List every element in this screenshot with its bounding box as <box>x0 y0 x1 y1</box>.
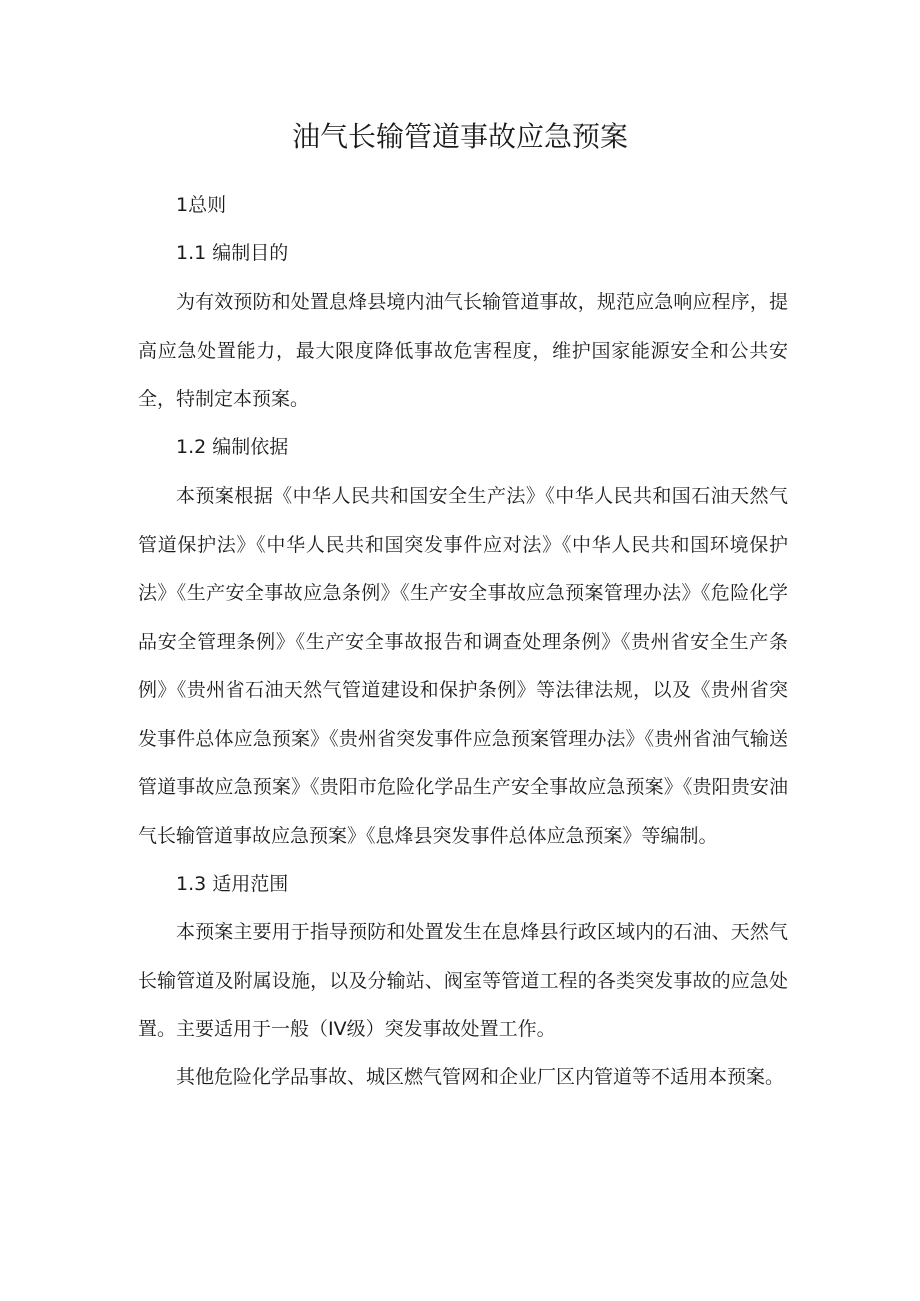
paragraph-basis: 本预案根据《中华人民共和国安全生产法》《中华人民共和国石油天然气管道保护法》《中华人民共和国突发事件应对法》《中华人民共和国环境保护法》《生产安全事故应急条例》《生产安全事故应急预案管理办法》《危险化学品安全管理条例》《生产安全事故报告和调查处理条例》《贵州省安全生产条例》《贵州省石油天然气管道建设和保护条例》等法律法规，以及《贵州省突发事件总体应急预案》《贵州省突发事件应急预案管理办法》《贵州省油气输送管道事故应急预案》《贵阳市危险化学品生产安全事故应急预案》《贵阳贵安油气长输管道事故应急预案》《息烽县突发事件总体应急预案》等编制。 <box>138 485 788 847</box>
paragraph-purpose: 为有效预防和处置息烽县境内油气长输管道事故，规范应急响应程序，提高应急处置能力，最大限度降低事故危害程度，维护国家能源安全和公共安全，特制定本预案。 <box>138 291 788 410</box>
document-title: 油气长输管道事故应急预案 <box>291 120 628 153</box>
section-heading-scope: 1.3 适用范围 <box>176 873 289 895</box>
paragraph-scope: 本预案主要用于指导预防和处置发生在息烽县行政区域内的石油、天然气长输管道及附属设施，以及分输站、阀室等管道工程的各类突发事故的应急处置。主要适用于一般（IV级）突发事故处置工作。 <box>138 921 788 1040</box>
section-heading-general: 1总则 <box>176 194 227 216</box>
section-heading-purpose: 1.1 编制目的 <box>176 242 289 264</box>
paragraph-exclusion: 其他危险化学品事故、城区燃气管网和企业厂区内管道等不适用本预案。 <box>176 1066 785 1088</box>
section-heading-basis: 1.2 编制依据 <box>176 436 289 458</box>
